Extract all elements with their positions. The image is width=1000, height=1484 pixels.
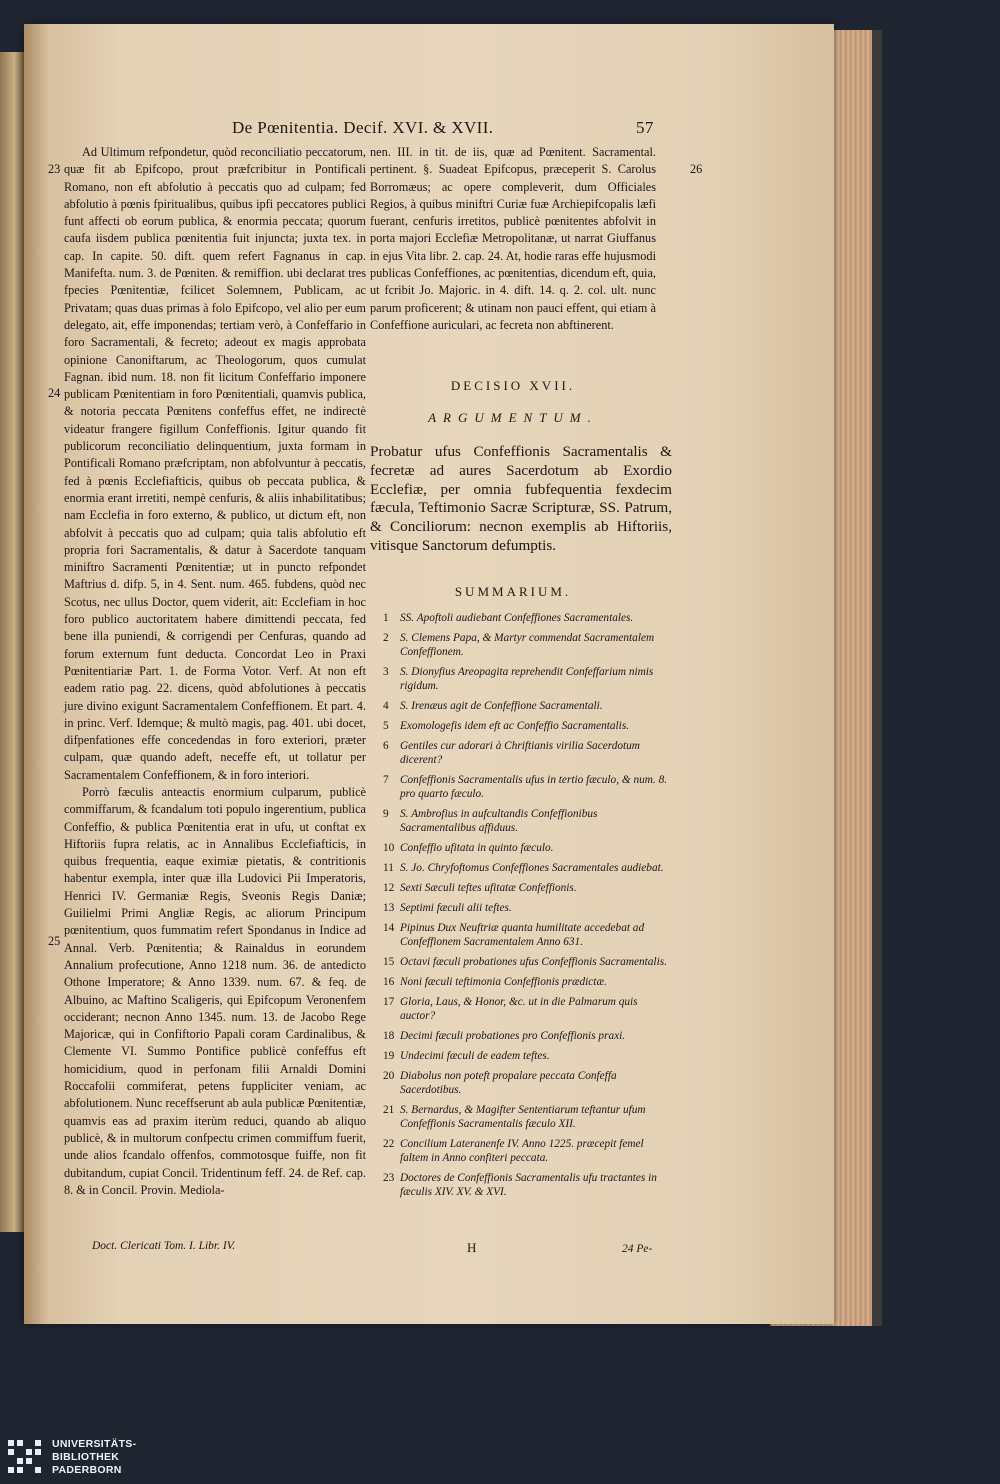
summary-item-text: Confeffionis Sacramentalis ufus in tertio fæculo, & num. 8. pro quarto fæculo. <box>400 773 668 800</box>
right-column-text <box>370 144 656 334</box>
logo-dot <box>26 1449 32 1455</box>
left-paragraph-2: Porrò fæculis anteactis enormium culparum, publicè commiffarum, & fcandalum toti populo ingerentium, publica Confeffio, & publica Pœnitentia erat in ufu, ut conftat ex Hiftoriis fupra relatis, ac in Annalibus Ecclefiafticis, in quibus frequentia, eaque eximiæ pietatis, & contritionis habentur exempla, inter quæ illa Ludovici Pii Imperatoris, Henrici IV. Germaniæ Regis, Sveonis Regis Daniæ; Guilielmi Primi Angliæ Regis, ac aliorum Principum pœnitentium, quos fummatim refert Spondanus in Indice ad Annal. Verb. Pœnitentia; & Rainaldus in eorundem Annalium profecutione, Anno 1218 num. 36. de antedicto Othone Imperatore; & Anno 1339. num. 67. & feq. de Albuino, ac Maftino Scaligeris, qui Epifcopum Veronenfem occiderant; necnon Anno 1345. num. 13. de Jacobo Rege Majoricæ, qui in Confiftorio Papali coram Cardinalibus, & Clemente VI. Summo Pontifice publicè confeffus eft homicidium, quod in perfonam filii Arnaldi Domini Roccafolii commiferat, petens fuppliciter veniam, ac abfolutionem. Nunc receffserunt ab aula publicæ Pœnitentiæ, quamvis eas ad praxim iterùm reduci, quando ab aliquo publicè, & in multorum confpectu crimen commiffum fuerit, unde alios fcandalo offenfos, commotosque fuiffe, non fit dubitandum, cupiat Concil. Tridentinum feff. 24. de Ref. cap. 8. & in Concil. Provin. Mediola- <box>64 784 366 1197</box>
running-head: De Pœnitentia. Decif. XVI. & XVII. <box>232 118 494 137</box>
argument-text: Probatur ufus Confeffionis Sacramentalis & fecretæ ad aures Sacerdotum ab Exordio Ecclefiæ, per omnia fubfequentia fexdecim fæcula, Teftimonio Sacræ Scripturæ, SS. Patrum, & Conciliorum: necnon exemplis ab Hiftoriis, vitisque Sanctorum defumptis. <box>370 443 672 554</box>
summary-item-number: 13 <box>383 902 395 915</box>
summary-item <box>383 774 673 802</box>
margin-number-24: 24 <box>48 386 61 400</box>
library-logo-text <box>52 1438 136 1477</box>
decisio-heading: DECISIO XVII. <box>450 378 576 393</box>
summary-item-text: S. Ambrofius in aufcultandis Confeffionibus Sacramentalibus affiduus. <box>400 807 598 834</box>
summary-item-text: Diabolus non poteft propalare peccata Confeffa Sacerdotibus. <box>400 1070 617 1097</box>
summary-item-number: 17 <box>383 996 395 1009</box>
summary-item <box>383 902 673 916</box>
summary-item-text: Gloria, Laus, & Honor, &c. ut in die Palmarum quis auctor? <box>400 996 638 1022</box>
logo-line-1: UNIVERSITÄTS- <box>52 1438 137 1450</box>
summary-item-text: Pipinus Dux Neuftriæ quanta humilitate accedebat ad Confeffionem Sacramentalem Anno 631. <box>400 922 645 948</box>
summary-item-text: S. Jo. Chryfoftomus Confeffiones Sacramentales audiebat. <box>400 861 664 874</box>
page-number: 57 <box>636 118 654 137</box>
margin-number-26: 26 <box>690 162 703 176</box>
summary-item <box>383 666 673 694</box>
summary-item-number: 1 <box>383 612 389 624</box>
summary-item <box>383 1138 673 1166</box>
summary-item-text: SS. Apoftoli audiebant Confeffiones Sacramentales. <box>400 612 634 624</box>
logo-dot <box>35 1467 41 1473</box>
summary-item <box>383 720 673 734</box>
summary-item-number: 18 <box>383 1030 395 1043</box>
summary-item-text: S. Dionyfius Areopagita reprehendit Confeffarium nimis rigidum. <box>400 665 654 692</box>
summary-list <box>383 612 673 1206</box>
argumentum-heading: ARGUMENTUM. <box>428 410 598 425</box>
summary-item <box>383 862 673 876</box>
summary-item-number: 15 <box>383 956 395 968</box>
summary-item-number: 11 <box>383 861 394 874</box>
summary-item-number: 14 <box>383 922 395 935</box>
summary-item-text: Gentiles cur adorari à Chriftianis virilia Sacerdotum dicerent? <box>400 740 640 766</box>
logo-dot <box>26 1458 32 1464</box>
summary-item-number: 2 <box>383 632 389 645</box>
left-column <box>64 144 366 1199</box>
summary-item <box>383 882 673 896</box>
gathering-mark: H <box>467 1240 477 1255</box>
summary-item <box>383 922 673 950</box>
summary-item-number: 22 <box>383 1138 395 1151</box>
summary-item-text: S. Irenæus agit de Confeffione Sacramentali. <box>400 699 603 712</box>
summary-item-number: 21 <box>383 1104 395 1117</box>
summary-item-text: Confeffio ufitata in quinto fæculo. <box>400 841 554 854</box>
signature-line: Doct. Clericati Tom. I. Libr. IV. <box>92 1240 236 1252</box>
logo-dot <box>17 1458 23 1464</box>
logo-dot <box>17 1467 23 1473</box>
summary-item <box>383 842 673 856</box>
margin-number-25: 25 <box>48 934 61 948</box>
summarium-heading: SUMMARIUM. <box>454 584 572 599</box>
summary-item-number: 3 <box>383 665 389 678</box>
margin-number-23: 23 <box>48 162 61 176</box>
summary-item-number: 7 <box>383 773 389 786</box>
library-logo-icon <box>8 1440 44 1476</box>
summary-item-text: Septimi fæculi alii teftes. <box>400 902 512 915</box>
summary-item-number: 9 <box>383 807 389 820</box>
summary-item-text: S. Clemens Papa, & Martyr commendat Sacramentalem Confeffionem. <box>400 632 655 658</box>
right-paragraph: nen. III. in tit. de iis, quæ ad Pœnitent. Sacramental. pertinent. §. Suadeat Epifcopus, præceperit S. Carolus Borromæus; ac opere compleverit, dum Officiales Regios, à quibus miniftri Curiæ fuæ Archiepifcopalis læfi fuerant, cenfuris irretitos, publicè pœnitentes abfolvit in porta majori Ecclefiæ Metropolitanæ, ut narrat Giuffanus in ejus Vita libr. 2. cap. 24. At, hodie raras effe hujusmodi publicas Confeffiones, ac pœnitentias, dicendum eft, quia, ut fcribit Jo. Majoric. in 4. dift. 14. q. 2. col. ult. nunc parum proficerent; & utinam non pauci effent, qui etiam à Confeffione auriculari, ac fecreta non abftinerent. <box>370 145 656 332</box>
summary-item-number: 16 <box>383 976 395 989</box>
summary-item-number: 19 <box>383 1050 395 1063</box>
logo-dot <box>8 1467 14 1473</box>
logo-dot <box>35 1440 41 1446</box>
summary-item <box>383 632 673 660</box>
logo-dot <box>35 1449 41 1455</box>
summary-item-text: Sexti Sæculi teftes ufitatæ Confeffionis. <box>400 881 577 894</box>
logo-dot <box>17 1440 23 1446</box>
summary-item-text: Doctores de Confeffionis Sacramentalis ufu tractantes in fæculis XIV. XV. & XVI. <box>400 1171 657 1198</box>
summary-item <box>383 1172 673 1200</box>
summary-item <box>383 976 673 990</box>
logo-dot <box>8 1449 14 1455</box>
page-shadow <box>872 30 882 1326</box>
logo-line-2: BIBLIOTHEK <box>52 1451 120 1463</box>
summary-item-number: 20 <box>383 1070 395 1083</box>
summary-item <box>383 1050 673 1064</box>
summary-item-text: Noni fæculi teftimonia Confeffionis prædictæ. <box>400 976 607 989</box>
summary-item-number: 10 <box>383 841 395 854</box>
summary-item-number: 6 <box>383 740 389 753</box>
summary-item-text: Undecimi fæculi de eadem teftes. <box>400 1050 550 1063</box>
library-logo-bar <box>0 1432 1000 1484</box>
summary-item <box>383 740 673 768</box>
summary-item <box>383 612 673 626</box>
summary-item <box>383 1030 673 1044</box>
summary-item <box>383 956 673 970</box>
summary-item-number: 5 <box>383 719 389 732</box>
summary-item-text: S. Bernardus, & Magifter Sententiarum teftantur ufum Confeffionis Sacramentalis fæculo XII. <box>400 1104 646 1130</box>
left-page-edge <box>0 52 26 1232</box>
left-paragraph-1: Ad Ultimum refpondetur, quòd reconciliatio peccatorum, quæ fit ab Epifcopo, prout præfcribitur in Pontificali Romano, non eft abfolutio à peccatis quo ad culpam; fed abfolutio à pœnis fpiritualibus, quibus ipfi peccatores publici funt affecti ob eorum publica, & enormia peccata; quorum caufa iisdem publica pœnitentia fuit injuncta; juxta tex. in cap. In capite. 50. dift. quem refert Fagnanus in cap. Manifefta. num. 3. de Pœniten. & remiffion. ubi declarat tres fpecies Pœnitentiæ, fcilicet Solemnem, Publicam, ac Privatam; quas duas primas à folo Epifcopo, vel alio per eum delegato, ait, effe imponendas; tertiam verò, à Confeffario in foro Sacramentali, & fecreto; adeout ex magis approbata opinione Canoniftarum, ac Theologorum, quos cumulat Fagnan. ibid num. 18. non fit licitum Confeffario imponere publicam Pœnitentiam in foro Pœnitentiali, quamvis publica, & notoria peccata Pœnitens confeffus effet, ne indirectè videatur frangere figillum Confeffionis. Igitur quando fit publicorum reconciliatio delinquentium, juxta formam in Pontificali Romano præfcriptam, non abfolvuntur à peccatis, fed à pœnis Ecclefiafticis, quibus ob peccata publica, & enormia erant irretiti, nempè cenfuris, & aliis inhabilitatibus; nam Ecclefia in foro externo, & publico, ut dictum eft, non abfolvit à peccatis quo ad culpam; quia talis abfolutio eft propria fori Sacramentalis, & datur à Sacerdote tanquam miniftro Sacramenti Pœnitentiæ; ut in puncto refpondet Maftrius d. difp. 5, in 4. Sent. num. 465. fubdens, quòd nec Scotus, nec ullus Doctor, quem viderit, ait: Ecclefiam in hoc foro publico auctoritatem habere dimittendi peccata, fed bene illa puniendi, & corrigendi per Cenfuras, quando ad forum externum funt deducta. Concordat Leo in Praxi Pœnitentiariæ Part. 1. de Forma Votor. Verf. At non eft eadem ratio pag. 22. dicens, quòd abfolutiones à peccatis jure divino exigunt Sacramentalem Confeffionem. Et part. 4. in princ. Verf. Idemque; & multò magis, pag. 401. ubi docet, difpenfationes effe concedendas in foro exteriori, præter culpam, quæ quando adeft, neceffe eft, ut tollatur per Sacramentalem Confeffionem, & in foro interiori. <box>64 145 366 782</box>
catchword: 24 Pe- <box>622 1243 653 1255</box>
summary-item-number: 23 <box>383 1171 395 1184</box>
summary-item-number: 12 <box>383 881 395 894</box>
summary-item <box>383 808 673 836</box>
logo-dot <box>8 1440 14 1446</box>
summary-item <box>383 996 673 1024</box>
summary-item-text: Octavi fæculi probationes ufus Confeffionis Sacramentalis. <box>400 956 667 968</box>
summary-item <box>383 700 673 714</box>
summary-item <box>383 1070 673 1098</box>
summary-item <box>383 1104 673 1132</box>
logo-line-3: PADERBORN <box>52 1464 122 1476</box>
summary-item-text: Decimi fæculi probationes pro Confeffionis praxi. <box>400 1030 626 1043</box>
summary-item-number: 4 <box>383 699 389 712</box>
summary-item-text: Exomologefis idem eft ac Confeffio Sacramentalis. <box>400 719 630 732</box>
summary-item-text: Concilium Lateranenfe IV. Anno 1225. præcepit femel faltem in Anno confiteri peccata. <box>400 1138 644 1164</box>
